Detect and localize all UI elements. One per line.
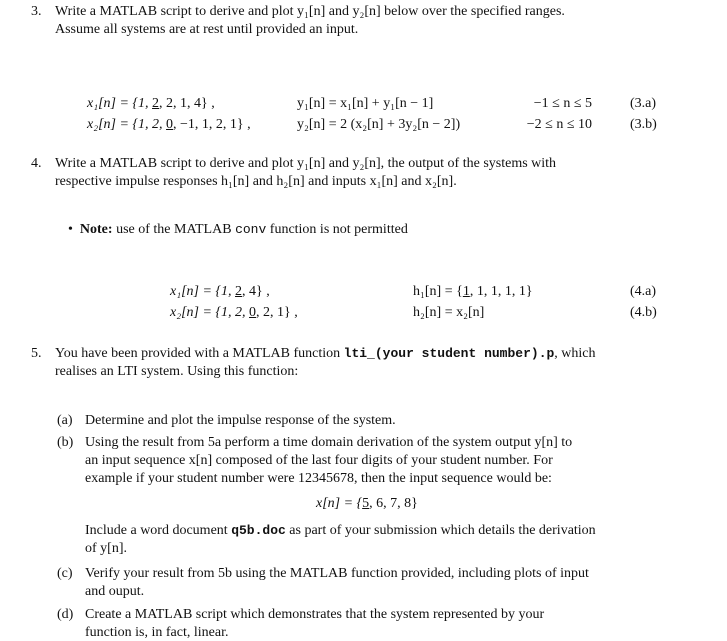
bullet-icon: • <box>68 222 73 237</box>
q4-number: 4. <box>31 156 42 171</box>
q5b-text: Using the result from 5a perform a time domain derivation of the system output y[n] to an input sequence x[n] composed of the last four digits of your student number. For example if your student number were 12345678, then the input sequence would be: <box>85 435 573 486</box>
q5-line1: You have been provided with a MATLAB function lti_(your student number).p, which <box>55 346 596 361</box>
eq-4a-h: h₁[n] = {1, 1, 1, 1, 1} <box>413 284 533 299</box>
eq-4a-x: x₁[n] = {1, 2, 4} , <box>170 284 270 299</box>
q5-text <box>55 345 695 381</box>
q5c-label: (c) <box>57 566 73 581</box>
note-code: conv <box>235 222 267 237</box>
eq-4b-x: x₂[n] = {1, 2, 0, 2, 1} , <box>170 305 298 320</box>
eq-3b-range: −2 ≤ n ≤ 10 <box>526 117 592 132</box>
eq-4a <box>0 283 700 303</box>
q3-line2: Assume all systems are at rest until provided an input. <box>55 22 359 37</box>
eq-3a-x: x₁[n] = {1, 2, 2, 1, 4} , <box>87 96 215 111</box>
q3-text <box>55 3 695 39</box>
eq-4b-h: h₂[n] = x₂[n] <box>413 305 485 320</box>
q4-text <box>55 155 695 191</box>
q5b-label: (b) <box>57 435 74 450</box>
q4-line2: respective impulse responses h₁[n] and h₂[n] and inputs x₁[n] and x₂[n]. <box>55 174 457 189</box>
eq-3a-label: (3.a) <box>630 96 657 111</box>
eq-3b-y: y₂[n] = 2 (x₂[n] + 3y₂[n − 2]) <box>297 117 461 132</box>
q3-line1: Write a MATLAB script to derive and plot y₁[n] and y₂[n] below over the specified ranges. <box>55 4 565 19</box>
q5a-label: (a) <box>57 413 73 428</box>
q5c-text: Verify your result from 5b using the MATLAB function provided, including plots of input and ouput. <box>85 566 589 599</box>
q5b-include: Include a word document q5b.doc as part of your submission which details the derivation of y[n]. <box>85 523 596 556</box>
note-label: Note: <box>79 222 113 237</box>
eq-5b: x[n] = {5, 6, 7, 8} <box>316 496 418 511</box>
eq-3b-label: (3.b) <box>630 117 657 132</box>
note-text-end: function is not permitted <box>269 222 408 237</box>
q5a-text: Determine and plot the impulse response of the system. <box>85 413 396 428</box>
eq-3b <box>0 116 700 136</box>
q5d-text: Create a MATLAB script which demonstrates that the system represented by your function is, in fact, linear. <box>85 607 545 640</box>
function-name: lti_(your student number).p <box>343 346 555 361</box>
eq-3a-range: −1 ≤ n ≤ 5 <box>533 96 592 111</box>
q5d-label: (d) <box>57 607 74 622</box>
note <box>68 221 408 239</box>
eq-3a-y: y₁[n] = x₁[n] + y₁[n − 1] <box>297 96 434 111</box>
note-text: use of the MATLAB <box>116 222 232 237</box>
doc-filename: q5b.doc <box>231 523 286 538</box>
q3-number: 3. <box>31 4 42 19</box>
eq-3b-x: x₂[n] = {1, 2, 0, −1, 1, 2, 1} , <box>87 117 251 132</box>
q4-line1: Write a MATLAB script to derive and plot y₁[n] and y₂[n], the output of the systems with <box>55 156 557 171</box>
eq-3a <box>0 95 700 115</box>
eq-4b <box>0 304 700 324</box>
eq-4b-label: (4.b) <box>630 305 657 320</box>
q5-number: 5. <box>31 346 42 361</box>
eq-4a-label: (4.a) <box>630 284 657 299</box>
q5-line2: realises an LTI system. Using this function: <box>55 364 299 379</box>
